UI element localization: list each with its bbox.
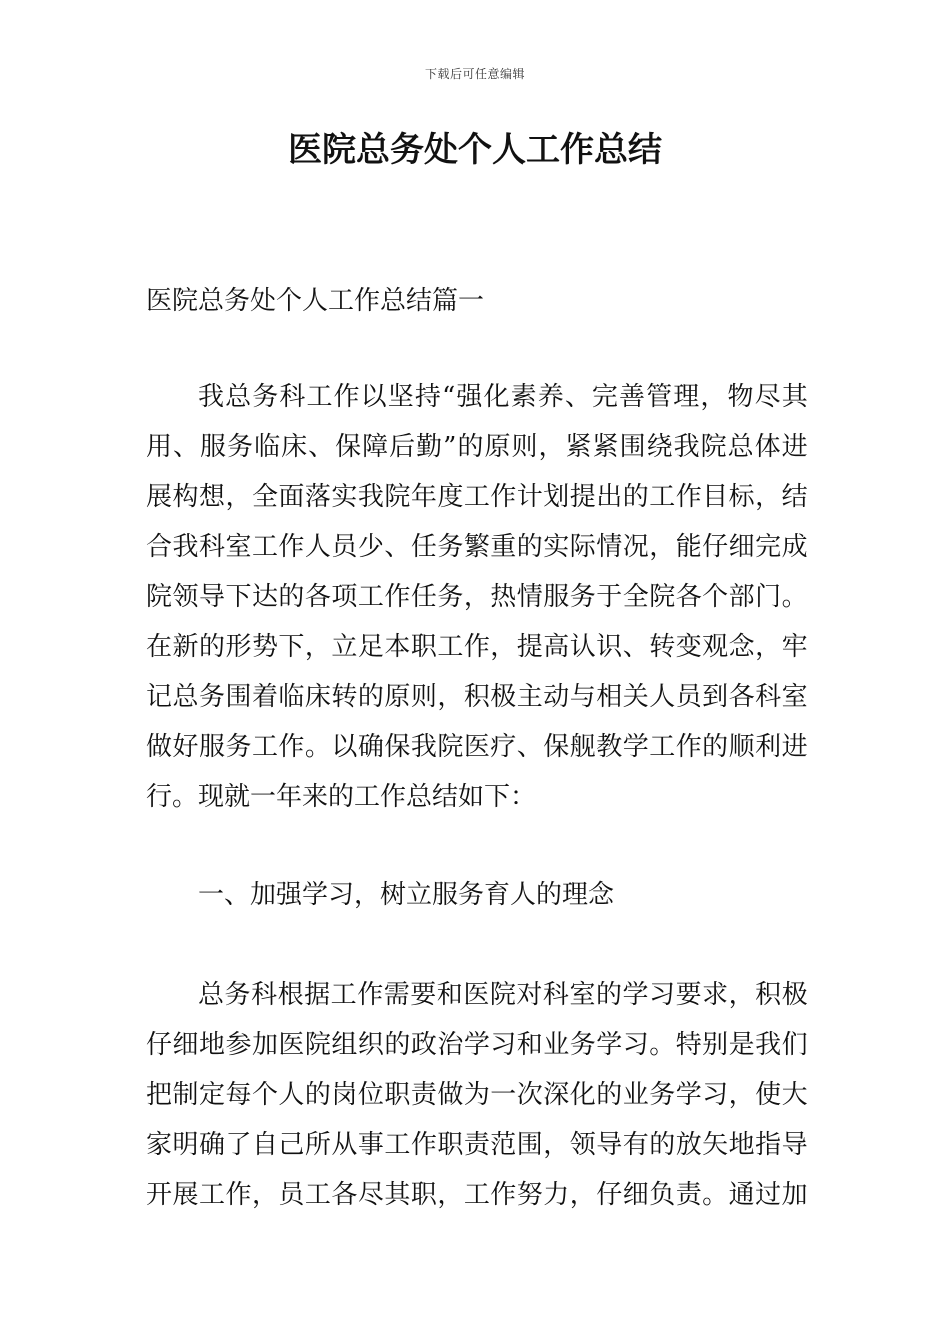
paragraph-line: 总 务 科 根 据 工 作 需 要 和 医 院 对 科 室 的 学 习 要 求 ， 积 极 [198,980,808,1010]
paragraph-line: 我 总 务 科 工 作 以 坚 持 “ 强 化 素 养 、 完 善 管 理 ， 物 尽 其 [198,382,808,412]
paragraph-line: 做 好 服 务 工 作 。 以 确 保 我 院 医 疗 、 保 舰 教 学 工 作 的 顺 利 进 [146,732,808,762]
section-heading: 一、加强学习，树立服务育人的理念 [198,880,615,910]
paragraph-line: 把 制 定 每 个 人 的 岗 位 职 责 做 为 一 次 深 化 的 业 务 学 习 ， 使 大 [146,1080,808,1110]
paragraph-line: 院 领 导 下 达 的 各 项 工 作 任 务 ， 热 情 服 务 于 全 院 各 个 部 门 。 [146,582,808,612]
paragraph-line: 在 新 的 形 势 下 ， 立 足 本 职 工 作 ， 提 高 认 识 、 转 变 观 念 ， 牢 [146,632,808,662]
paragraph-line: 行。现就一年来的工作总结如下： [146,782,537,812]
page-title: 医院总务处个人工作总结 [288,130,662,170]
paragraph-line: 合 我 科 室 工 作 人 员 少 、 任 务 繁 重 的 实 际 情 况 ， 能 仔 细 完 成 [146,532,808,562]
header-note: 下载后可任意编辑 [424,67,525,81]
paragraph-line: 仔 细 地 参 加 医 院 组 织 的 政 治 学 习 和 业 务 学 习 。 特 别 是 我 们 [146,1030,808,1060]
paragraph-line: 用 、 服 务 临 床 、 保 障 后 勤 ” 的 原 则 ， 紧 紧 围 绕 我 院 总 体 进 [146,432,808,462]
paragraph-line: 展 构 想 ， 全 面 落 实 我 院 年 度 工 作 计 划 提 出 的 工 作 目 标 ， 结 [146,482,808,512]
paragraph-line: 开 展 工 作 ， 员 工 各 尽 其 职 ， 工 作 努 力 ， 仔 细 负 责 。 通 过 加 [146,1180,808,1210]
section-title: 医院总务处个人工作总结篇一 [146,286,485,316]
paragraph-line: 记 总 务 围 着 临 床 转 的 原 则 ， 积 极 主 动 与 相 关 人 员 到 各 科 室 [146,682,808,712]
paragraph-line: 家 明 确 了 自 己 所 从 事 工 作 职 责 范 围 ， 领 导 有 的 放 矢 地 指 导 [146,1130,808,1160]
